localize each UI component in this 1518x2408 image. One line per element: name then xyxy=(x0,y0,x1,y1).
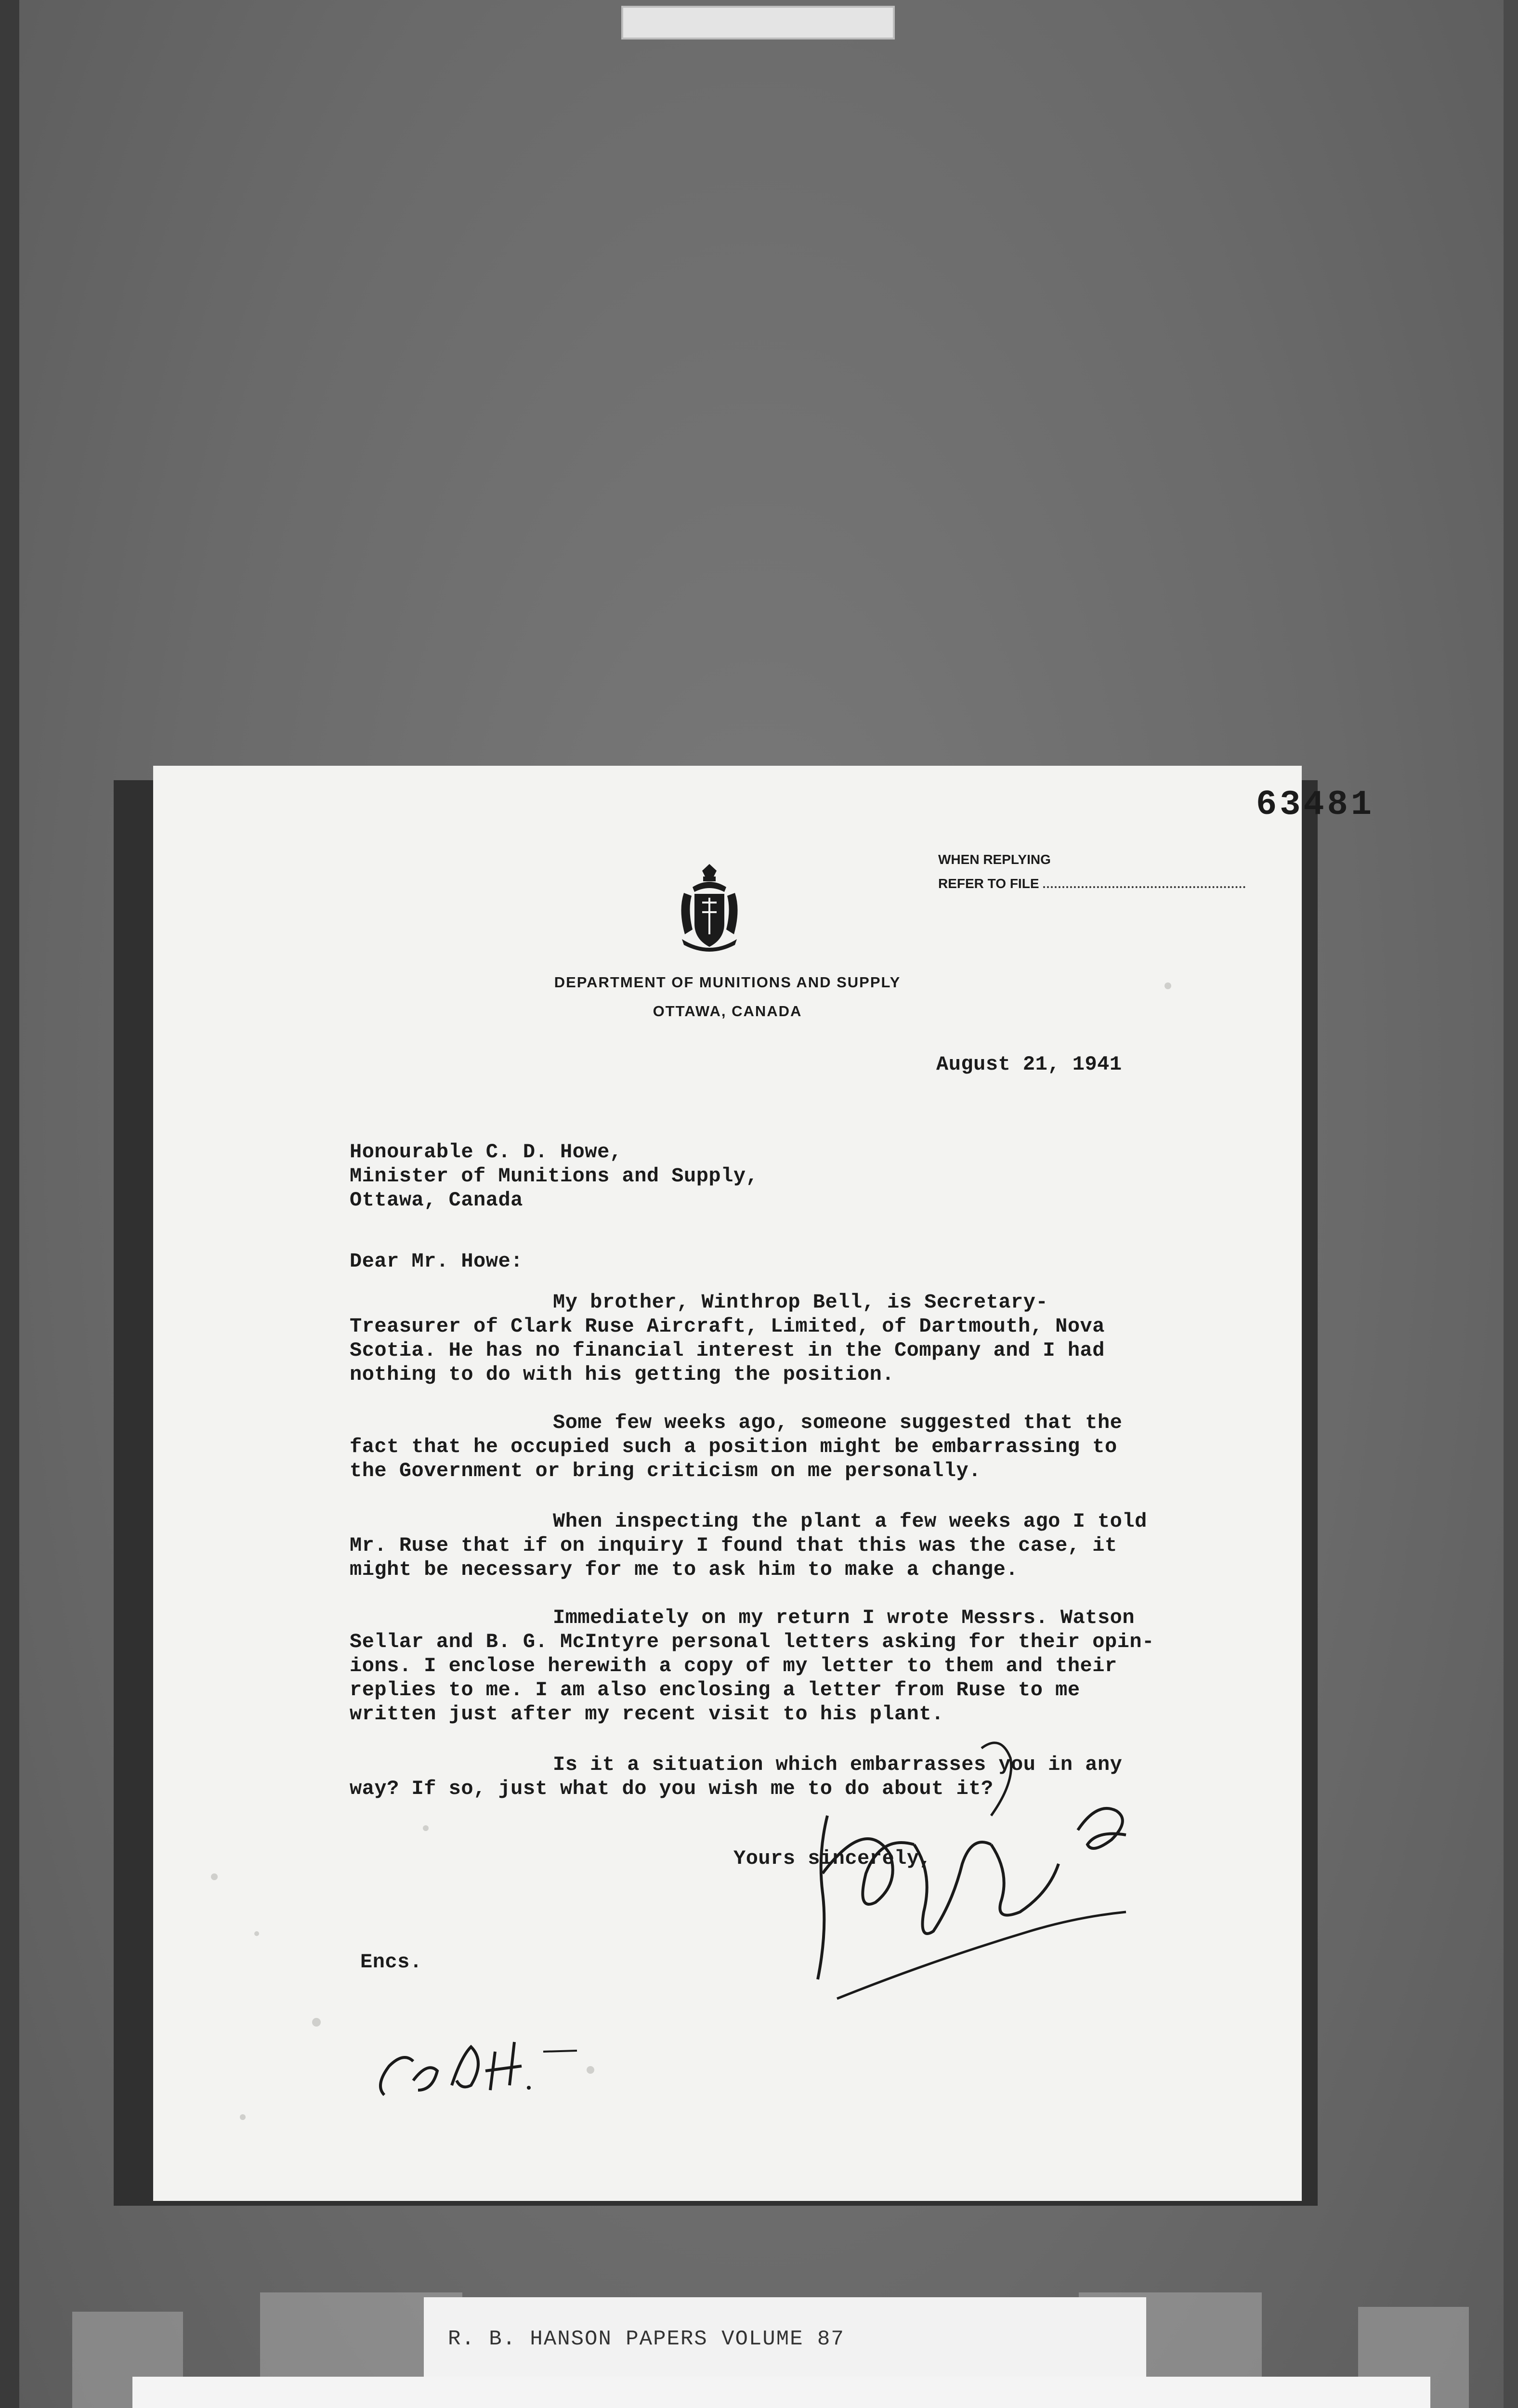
body-line: Scotia. He has no financial interest in the Company and I had xyxy=(350,1339,1105,1362)
body-line: nothing to do with his getting the position. xyxy=(350,1363,894,1386)
body-line: Treasurer of Clark Ruse Aircraft, Limited, of Dartmouth, Nova xyxy=(350,1315,1105,1338)
body-line: My brother, Winthrop Bell, is Secretary- xyxy=(553,1291,1048,1314)
board-right-edge xyxy=(1504,0,1518,2408)
body-line: Some few weeks ago, someone suggested that the xyxy=(553,1411,1123,1434)
reply-line-1: WHEN REPLYING xyxy=(938,852,1051,867)
reply-dotted-line xyxy=(1043,886,1245,888)
body-line: might be necessary for me to ask him to make a change. xyxy=(350,1558,1019,1581)
reply-line-2 xyxy=(938,872,1295,896)
closing: Yours sincerely, xyxy=(733,1847,932,1870)
board-left-edge xyxy=(0,0,19,2408)
paper-speck xyxy=(211,1873,218,1880)
paper-speck xyxy=(254,1931,259,1936)
coat-of-arms-crest-icon xyxy=(673,862,746,954)
handwritten-initials xyxy=(355,1999,606,2114)
address-line-3: Ottawa, Canada xyxy=(350,1189,523,1212)
paper-speck xyxy=(312,2018,321,2027)
archives-stamp-card xyxy=(132,2377,1430,2408)
body-line: Mr. Ruse that if on inquiry I found that this was the case, it xyxy=(350,1534,1117,1557)
paper-speck xyxy=(423,1825,429,1831)
volume-label: R. B. HANSON PAPERS VOLUME 87 xyxy=(448,2327,845,2351)
body-line: Is it a situation which embarrasses you in any xyxy=(553,1753,1123,1776)
body-line: way? If so, just what do you wish me to do about it? xyxy=(350,1777,994,1800)
body-line: written just after my recent visit to his plant. xyxy=(350,1702,944,1726)
salutation: Dear Mr. Howe: xyxy=(350,1250,523,1273)
body-line: ions. I enclose herewith a copy of my letter to them and their xyxy=(350,1654,1117,1677)
body-line: Immediately on my return I wrote Messrs. Watson xyxy=(553,1606,1135,1629)
body-line: Sellar and B. G. McIntyre personal letters asking for their opin- xyxy=(350,1630,1154,1653)
file-number: 63481 xyxy=(1256,785,1375,824)
department-name: DEPARTMENT OF MUNITIONS AND SUPPLY xyxy=(554,974,901,991)
body-line: replies to me. I am also enclosing a letter from Ruse to me xyxy=(350,1678,1080,1701)
paper-speck xyxy=(240,2114,246,2120)
handwritten-signature xyxy=(789,1729,1174,2018)
body-line: fact that he occupied such a position might be embarrassing to xyxy=(350,1435,1117,1458)
reply-line-2-text: REFER TO FILE xyxy=(938,876,1039,891)
body-line: the Government or bring criticism on me personally. xyxy=(350,1459,981,1482)
top-tape-tab xyxy=(621,6,895,39)
enclosures-note: Encs. xyxy=(360,1950,422,1974)
letter-page xyxy=(153,766,1375,2201)
address-line-2: Minister of Munitions and Supply, xyxy=(350,1165,759,1188)
reply-reference-block xyxy=(938,848,1295,896)
body-line: When inspecting the plant a few weeks ago I told xyxy=(553,1510,1147,1533)
letter-date: August 21, 1941 xyxy=(936,1053,1122,1076)
department-city: OTTAWA, CANADA xyxy=(653,1003,802,1020)
address-line-1: Honourable C. D. Howe, xyxy=(350,1140,622,1164)
